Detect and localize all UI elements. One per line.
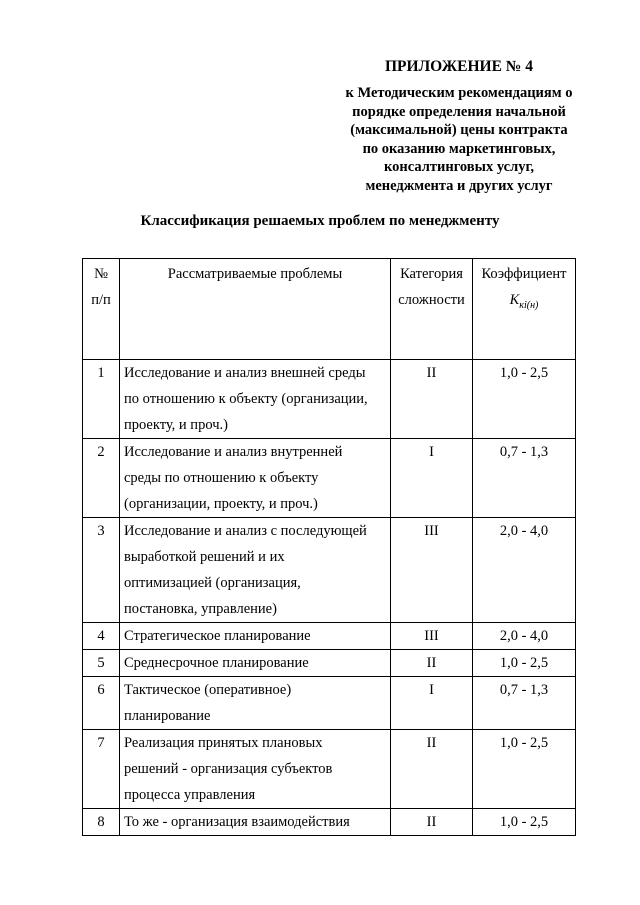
row-number: 1: [83, 360, 120, 439]
row-coefficient: 0,7 - 1,3: [473, 439, 576, 518]
row-coefficient: 0,7 - 1,3: [473, 677, 576, 730]
row-category: III: [391, 623, 473, 650]
row-category: I: [391, 439, 473, 518]
row-coefficient: 2,0 - 4,0: [473, 518, 576, 623]
row-coefficient: 1,0 - 2,5: [473, 360, 576, 439]
header-number: [83, 259, 120, 360]
appendix-note-line: по оказанию маркетинговых,: [362, 140, 556, 157]
row-problem-line: оптимизацией (организация,: [124, 575, 301, 591]
row-number: 4: [83, 623, 120, 650]
coefficient-symbol: [477, 287, 571, 319]
table-row: [83, 677, 576, 730]
appendix-note: [330, 84, 588, 195]
header-coefficient: [473, 259, 576, 360]
coefficient-symbol-subscript: кi(н): [519, 299, 539, 311]
row-category: III: [391, 518, 473, 623]
row-problem-line: проекту, и проч.): [124, 417, 228, 433]
row-coefficient: 1,0 - 2,5: [473, 650, 576, 677]
row-problem-line: Исследование и анализ внешней среды: [124, 365, 366, 381]
row-number: 7: [83, 730, 120, 809]
row-category: I: [391, 677, 473, 730]
header-category-line2: сложности: [398, 292, 465, 308]
row-number: 3: [83, 518, 120, 623]
table-row: [83, 650, 576, 677]
row-number: 8: [83, 809, 120, 836]
row-problem-line: планирование: [124, 708, 211, 724]
appendix-note-line: к Методическим рекомендациям о: [345, 85, 573, 101]
row-number: 5: [83, 650, 120, 677]
row-coefficient: 2,0 - 4,0: [473, 623, 576, 650]
row-category: II: [391, 650, 473, 677]
row-problem-line: выработкой решений и их: [124, 549, 285, 565]
row-problem-line: процесса управления: [124, 787, 256, 803]
table-body: [83, 360, 576, 836]
row-problem-line: Исследование и анализ внутренней: [124, 444, 343, 460]
row-problem-line: То же - организация взаимодействия: [124, 814, 350, 830]
row-number: 2: [83, 439, 120, 518]
row-problem: [120, 677, 391, 730]
header-category-line1: Категория: [400, 266, 463, 282]
row-category: II: [391, 809, 473, 836]
row-problem-line: Среднесрочное планирование: [124, 655, 309, 671]
row-problem: [120, 809, 391, 836]
row-problem-line: по отношению к объекту (организации,: [124, 391, 368, 407]
row-coefficient: 1,0 - 2,5: [473, 809, 576, 836]
table-row: [83, 623, 576, 650]
row-number: 6: [83, 677, 120, 730]
header-number-line2: п/п: [91, 292, 111, 308]
appendix-title: ПРИЛОЖЕНИЕ № 4: [385, 58, 533, 75]
appendix-note-line: менеджмента и других услуг: [365, 177, 553, 194]
row-coefficient: 1,0 - 2,5: [473, 730, 576, 809]
row-problem: [120, 650, 391, 677]
coefficient-symbol-letter: K: [509, 292, 520, 308]
appendix-note-line: порядке определения начальной: [352, 103, 566, 120]
header-problem: Рассматриваемые проблемы: [120, 259, 391, 360]
header-number-line1: №: [94, 266, 108, 282]
appendix-note-line: (максимальной) цены контракта: [350, 122, 568, 138]
row-problem-line: постановка, управление): [124, 601, 277, 617]
header-category: [391, 259, 473, 360]
problems-table: [82, 258, 576, 836]
table-header-row: [83, 259, 576, 360]
row-problem-line: Стратегическое планирование: [124, 628, 311, 644]
row-problem: [120, 360, 391, 439]
appendix-note-line: консалтинговых услуг,: [383, 159, 535, 175]
table-row: [83, 809, 576, 836]
row-problem-line: Тактическое (оперативное): [124, 682, 292, 698]
table-row: [83, 730, 576, 809]
table-row: [83, 360, 576, 439]
row-problem: [120, 623, 391, 650]
row-problem-line: решений - организация субъектов: [124, 761, 333, 777]
row-problem-line: Исследование и анализ с последующей: [124, 523, 367, 539]
row-problem-line: среды по отношению к объекту: [124, 470, 319, 486]
row-problem-line: Реализация принятых плановых: [124, 735, 323, 751]
row-problem: [120, 730, 391, 809]
row-problem: [120, 518, 391, 623]
row-category: II: [391, 730, 473, 809]
document-title: Классификация решаемых проблем по менеджменту: [140, 213, 500, 229]
header-coefficient-label: Коэффициент: [481, 266, 567, 282]
table-row: [83, 439, 576, 518]
row-problem: [120, 439, 391, 518]
table-row: [83, 518, 576, 623]
row-category: II: [391, 360, 473, 439]
row-problem-line: (организации, проекту, и проч.): [124, 496, 318, 512]
